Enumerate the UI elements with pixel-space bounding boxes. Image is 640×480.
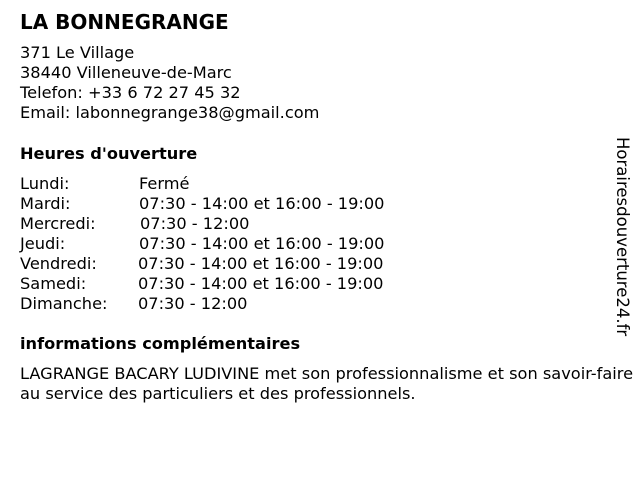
phone-line: Telefon: +33 6 72 27 45 32 [20, 83, 241, 102]
hours-row-mercredi [20, 214, 460, 234]
hours-row-lundi [20, 174, 460, 194]
day-label: Mercredi: [20, 214, 96, 233]
day-label: Lundi: [20, 174, 70, 193]
hours-value: 07:30 - 14:00 et 16:00 - 19:00 [139, 194, 385, 213]
site-watermark: Horairesdouverture24.fr [613, 137, 632, 337]
additional-info-text: LAGRANGE BACARY LUDIVINE met son professionnalisme et son savoir-faire au service des particuliers et des professionnels. [20, 364, 634, 403]
day-label: Mardi: [20, 194, 71, 213]
hours-row-jeudi [20, 234, 460, 254]
hours-value: 07:30 - 14:00 et 16:00 - 19:00 [139, 234, 385, 253]
day-label: Dimanche: [20, 294, 108, 313]
hours-value: Fermé [139, 174, 190, 193]
hours-row-vendredi [20, 254, 460, 274]
email-line: Email: labonnegrange38@gmail.com [20, 103, 320, 122]
additional-info-heading: informations complémentaires [20, 334, 301, 353]
opening-hours-heading: Heures d'ouverture [20, 144, 198, 163]
hours-value: 07:30 - 14:00 et 16:00 - 19:00 [138, 254, 384, 273]
day-label: Vendredi: [20, 254, 97, 273]
business-name: LA BONNEGRANGE [20, 10, 229, 34]
hours-value: 07:30 - 12:00 [140, 214, 250, 233]
address-line-1: 371 Le Village [20, 43, 135, 62]
hours-row-mardi [20, 194, 460, 214]
day-label: Jeudi: [20, 234, 66, 253]
hours-row-dimanche [20, 294, 460, 314]
day-label: Samedi: [20, 274, 87, 293]
hours-value: 07:30 - 14:00 et 16:00 - 19:00 [138, 274, 384, 293]
hours-row-samedi [20, 274, 460, 294]
hours-value: 07:30 - 12:00 [138, 294, 248, 313]
address-line-2: 38440 Villeneuve-de-Marc [20, 63, 232, 82]
